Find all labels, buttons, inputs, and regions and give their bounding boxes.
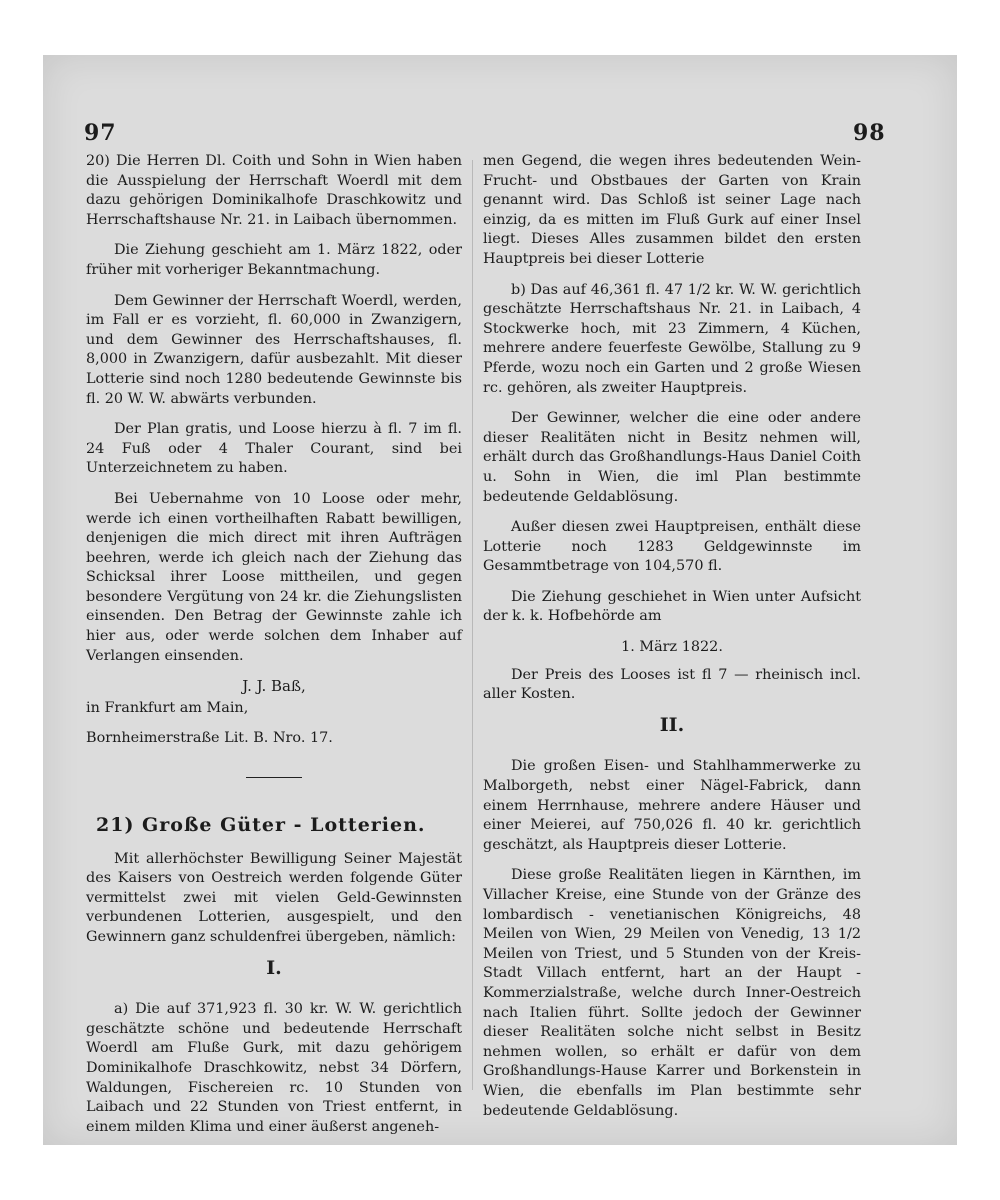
page-number-right: 98 bbox=[853, 120, 886, 146]
column-gutter bbox=[472, 160, 473, 1090]
section-divider bbox=[246, 777, 302, 778]
paragraph-location-carinthia: Diese große Realitäten liegen in Kärnthen, im Villacher Kreise, eine Stunde von der Gränze des lombardisch - venetianischen Königreichs, 48 Meilen von Wien, 29 Meilen von Venedig, 13 1/2 Meilen von Triest, und 5 Stunden von der Kreis-Stadt Villach entfernt, hart an der Haupt - Kommerzialstraße, welche durch Inner-Oestreich nach Italien führt. Sollte jedoch der Gewinner dieser Realitäten solche nicht selbst in Besitz nehmen wollen, so erhält er dafür von dem Großhandlungs-Hause Karrer und Borkenstein in Wien, die ebenfalls im Plan bestimmte sehr bedeutende Geldablösung. bbox=[483, 867, 861, 1119]
paragraph-prize-a-continued: men Gegend, die wegen ihres bedeutenden Wein-Frucht- und Obstbaues der Garten von Krain genannt wird. Das Schloß ist seiner Lage nach einzig, da es mitten im Fluß Gurk auf einer Insel liegt. Dieses Alles zusammen bildet den ersten Hauptpreis bei dieser Lotterie bbox=[483, 153, 861, 267]
paragraph-ironworks: Die großen Eisen- und Stahlhammerwerke zu Malborgeth, nebst einer Nägel-Fabrick, dann einem Herrnhause, mehrere andere Häuser und einer Meierei, auf 750,026 fl. 40 kr. gerichtlich geschätzt, als Hauptpreis dieser Lotterie. bbox=[483, 758, 861, 853]
right-column bbox=[483, 152, 861, 1132]
paragraph-announcement-20: 20) Die Herren Dl. Coith und Sohn in Wien haben die Ausspielung der Herrschaft Woerdl mit dem dazu gehörigen Dominikalhofe Draschkowitz und Herrschaftshause Nr. 21. in Laibach übernommen. bbox=[86, 153, 462, 228]
section-heading-21: 21) Große Güter - Lotterien. bbox=[96, 814, 426, 837]
paragraph-draw-date: Die Ziehung geschieht am 1. März 1822, oder früher mit vorheriger Bekanntmachung. bbox=[86, 242, 462, 278]
paragraph-plan-gratis: Der Plan gratis, und Loose hierzu à fl. 7 im fl. 24 Fuß oder 4 Thaler Courant, sind bei Unterzeichnetem zu haben. bbox=[86, 421, 462, 477]
lottery-heading-ii: II. bbox=[659, 713, 685, 736]
signature-address: Bornheimerstraße Lit. B. Nro. 17. bbox=[86, 730, 333, 747]
paragraph-imperial-permission: Mit allerhöchster Bewilligung Seiner Majestät des Kaisers von Oestreich werden folgende Güter vermittelst zwei mit vielen Geld-Gewinnsten verbundenen Lotterien, ausgespielt, und den Gewinnern ganz schuldenfrei übergeben, nämlich: bbox=[86, 850, 462, 945]
paragraph-prize-b: b) Das auf 46,361 fl. 47 1/2 kr. W. W. gerichtlich geschätzte Herrschaftshaus Nr. 21. in Laibach, 4 Stockwerke hoch, mit 23 Zimmern, 4 Küchen, mehrere andere feuerfeste Gewölbe, Stallung zu 9 Pferde, wozu noch ein Garten und 2 große Wiesen rc. gehören, als zweiter Hauptpreis. bbox=[483, 281, 861, 396]
paragraph-draw-location: Die Ziehung geschiehet in Wien unter Aufsicht der k. k. Hofbehörde am bbox=[483, 588, 861, 625]
paragraph-other-prizes: Außer diesen zwei Hauptpreisen, enthält diese Lotterie noch 1283 Geldgewinnste im Gesammtbetrage von 104,570 fl. bbox=[483, 519, 861, 575]
paragraph-cash-option: Der Gewinner, welcher die eine oder andere dieser Realitäten nicht in Besitz nehmen will, erhält durch das Großhandlungs-Haus Daniel Coith u. Sohn in Wien, die iml Plan bestimmte bedeutende Geldablösung. bbox=[483, 410, 861, 505]
paragraph-prize-a: a) Die auf 371,923 fl. 30 kr. W. W. gerichtlich geschätzte schöne und bedeutende Herrschaft Woerdl am Fluße Gurk, mit dazu gehörigem Dominikalhofe Draschkowitz, nebst 34 Dörfern, Waldungen, Fischereien rc. 10 Stunden von Laibach und 22 Stunden von Triest entfernt, in einem milden Klima und einer äußerst angeneh- bbox=[86, 1001, 462, 1135]
draw-date: 1. März 1822. bbox=[621, 639, 723, 656]
page-number-left: 97 bbox=[84, 120, 117, 146]
paragraph-rebate: Bei Uebernahme von 10 Loose oder mehr, werde ich einen vortheilhaften Rabatt bewilligen, denjenigen die mich direct mit ihren Aufträgen beehren, werde ich gleich nach der Ziehung das Schicksal ihrer Loose mittheilen, und gegen besondere Vergütung von 24 kr. die Ziehungslisten einsenden. Den Betrag der Gewinnste zahle ich hier aus, oder werde solchen dem Inhaber auf Verlangen einsenden. bbox=[86, 490, 462, 664]
signature-city: in Frankfurt am Main, bbox=[86, 699, 249, 716]
paragraph-winner-payout: Dem Gewinner der Herrschaft Woerdl, werden, im Fall er es vorzieht, fl. 60,000 in Zwanzigern, und dem Gewinner des Herrschaftshauses, fl. 8,000 in Zwanzigern, dafür ausbezahlt. Mit dieser Lotterie sind noch 1280 bedeutende Gewinnste bis fl. 20 W. W. abwärts verbunden. bbox=[86, 292, 462, 407]
signature-name: J. J. Baß, bbox=[242, 677, 306, 696]
lottery-heading-i: I. bbox=[266, 956, 282, 979]
left-column bbox=[86, 152, 462, 1148]
paragraph-ticket-price: Der Preis des Looses ist fl 7 — rheinisch incl. aller Kosten. bbox=[483, 666, 861, 703]
